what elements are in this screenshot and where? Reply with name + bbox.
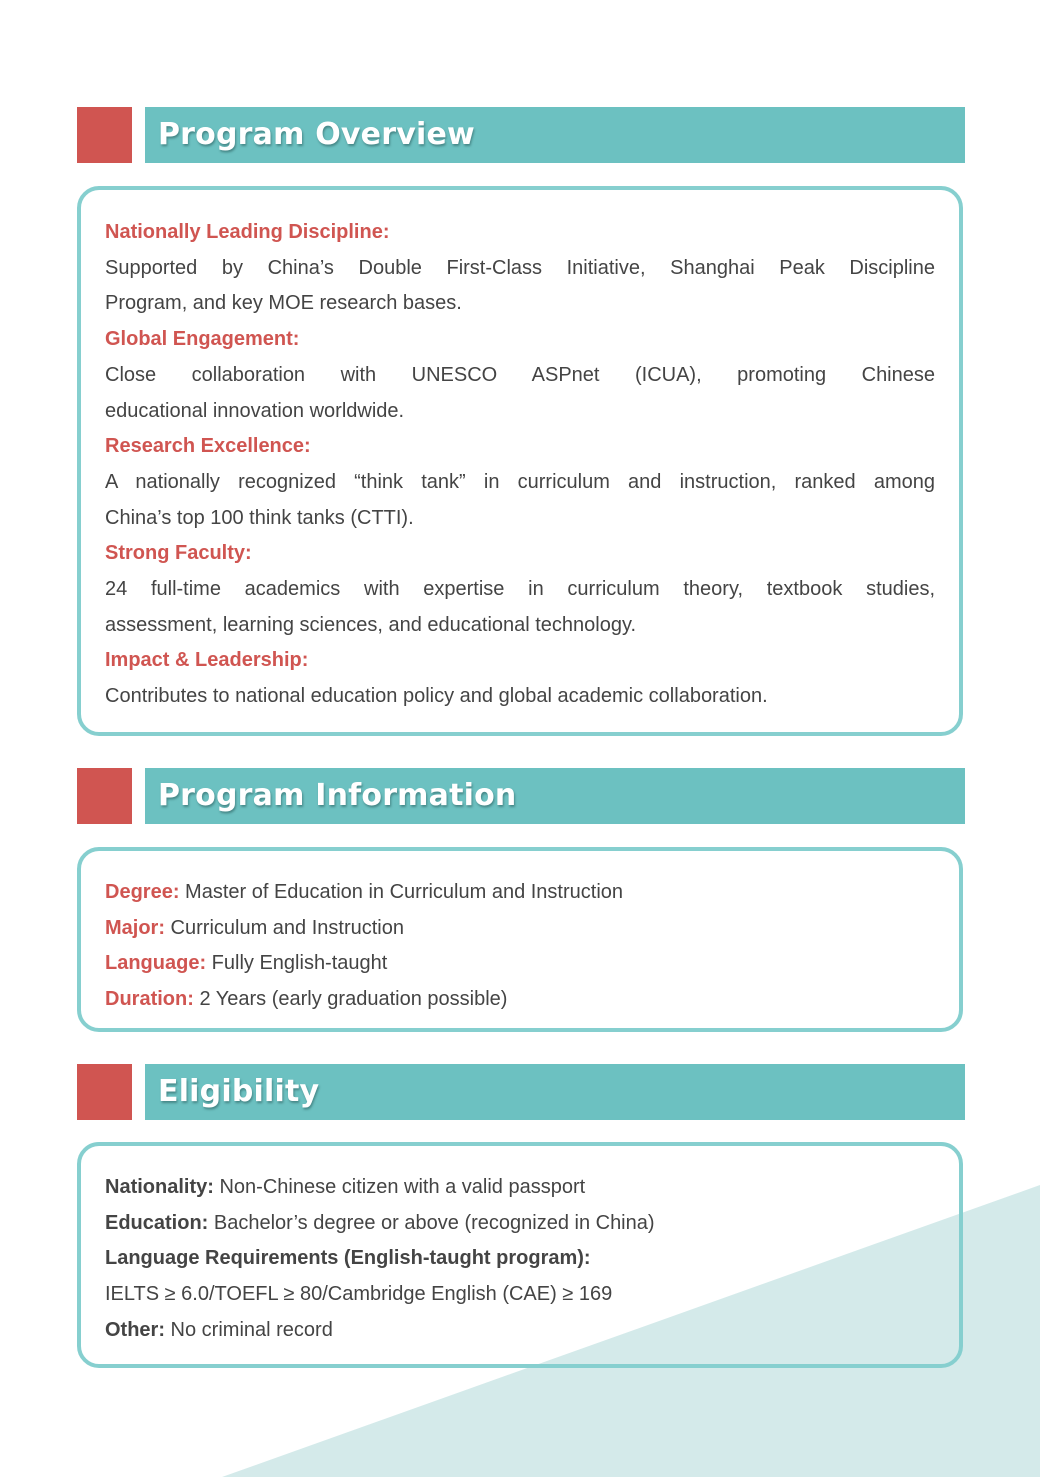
section-title: Program Overview xyxy=(158,117,475,152)
section-header-eligibility xyxy=(77,1064,965,1120)
item-text: educational innovation worldwide. xyxy=(105,399,405,422)
eligibility-label: Nationality: xyxy=(105,1176,214,1198)
item-text: assessment, learning sciences, and educational technology. xyxy=(105,613,637,636)
eligibility-row-test-scores xyxy=(105,1277,935,1313)
info-value: Curriculum and Instruction xyxy=(165,916,404,939)
red-accent-square xyxy=(77,1064,132,1120)
item-text: 24 full-time academics with expertise in curriculum theory, textbook studies, xyxy=(105,578,935,601)
red-accent-square xyxy=(77,107,132,163)
info-label: Major: xyxy=(105,916,165,939)
eligibility-label: Other: xyxy=(105,1318,165,1341)
item-text: Close collaboration with UNESCO ASPnet (ICUA), promoting Chinese xyxy=(105,363,935,386)
info-label: Duration: xyxy=(105,988,194,1011)
info-row-language xyxy=(105,946,935,982)
eligibility-row-nationality xyxy=(105,1170,935,1206)
eligibility-value: No criminal record xyxy=(165,1318,333,1341)
info-value: 2 Years (early graduation possible) xyxy=(193,988,508,1011)
item-heading: Strong Faculty: xyxy=(105,542,252,565)
info-row-duration xyxy=(105,982,935,1018)
item-text: Supported by China’s Double First-Class Initiative, Shanghai Peak Discipline xyxy=(105,256,935,279)
info-label: Degree: xyxy=(105,881,180,903)
item-text: A nationally recognized “think tank” in curriculum and instruction, ranked among xyxy=(105,470,935,493)
item-heading: Impact & Leadership: xyxy=(105,649,309,672)
section-title-bar xyxy=(145,768,965,824)
eligibility-row-other xyxy=(105,1313,935,1349)
eligibility-label: Education: xyxy=(105,1211,209,1234)
section-title-bar xyxy=(145,107,965,163)
item-text: China’s top 100 think tanks (CTTI). xyxy=(105,506,414,529)
item-text: Program, and key MOE research bases. xyxy=(105,292,462,315)
section-header-information xyxy=(77,768,965,824)
info-value: Master of Education in Curriculum and Instruction xyxy=(179,881,624,903)
info-value: Fully English-taught xyxy=(206,952,388,975)
item-heading: Global Engagement: xyxy=(105,328,300,351)
overview-list xyxy=(105,215,935,715)
eligibility-list xyxy=(105,1170,935,1349)
section-header-overview xyxy=(77,107,965,163)
item-heading: Nationally Leading Discipline: xyxy=(105,221,390,243)
eligibility-card xyxy=(77,1142,963,1368)
item-heading: Research Excellence: xyxy=(105,435,311,458)
section-title: Eligibility xyxy=(158,1074,320,1109)
eligibility-label: Language Requirements (English-taught program): xyxy=(105,1247,591,1270)
eligibility-value: IELTS ≥ 6.0/TOEFL ≥ 80/Cambridge English (CAE) ≥ 169 xyxy=(105,1283,613,1306)
information-card xyxy=(77,847,963,1032)
eligibility-value: Non-Chinese citizen with a valid passport xyxy=(213,1176,586,1198)
eligibility-row-language-requirements xyxy=(105,1241,935,1277)
info-row-degree xyxy=(105,875,935,911)
overview-card xyxy=(77,186,963,736)
info-label: Language: xyxy=(105,952,207,975)
section-title-bar xyxy=(145,1064,965,1120)
eligibility-value: Bachelor’s degree or above (recognized in China) xyxy=(208,1211,655,1234)
eligibility-row-education xyxy=(105,1206,935,1242)
information-list xyxy=(105,875,935,1018)
section-title: Program Information xyxy=(158,778,517,813)
info-row-major xyxy=(105,911,935,947)
item-text: Contributes to national education policy and global academic collaboration. xyxy=(105,685,768,708)
red-accent-square xyxy=(77,768,132,824)
